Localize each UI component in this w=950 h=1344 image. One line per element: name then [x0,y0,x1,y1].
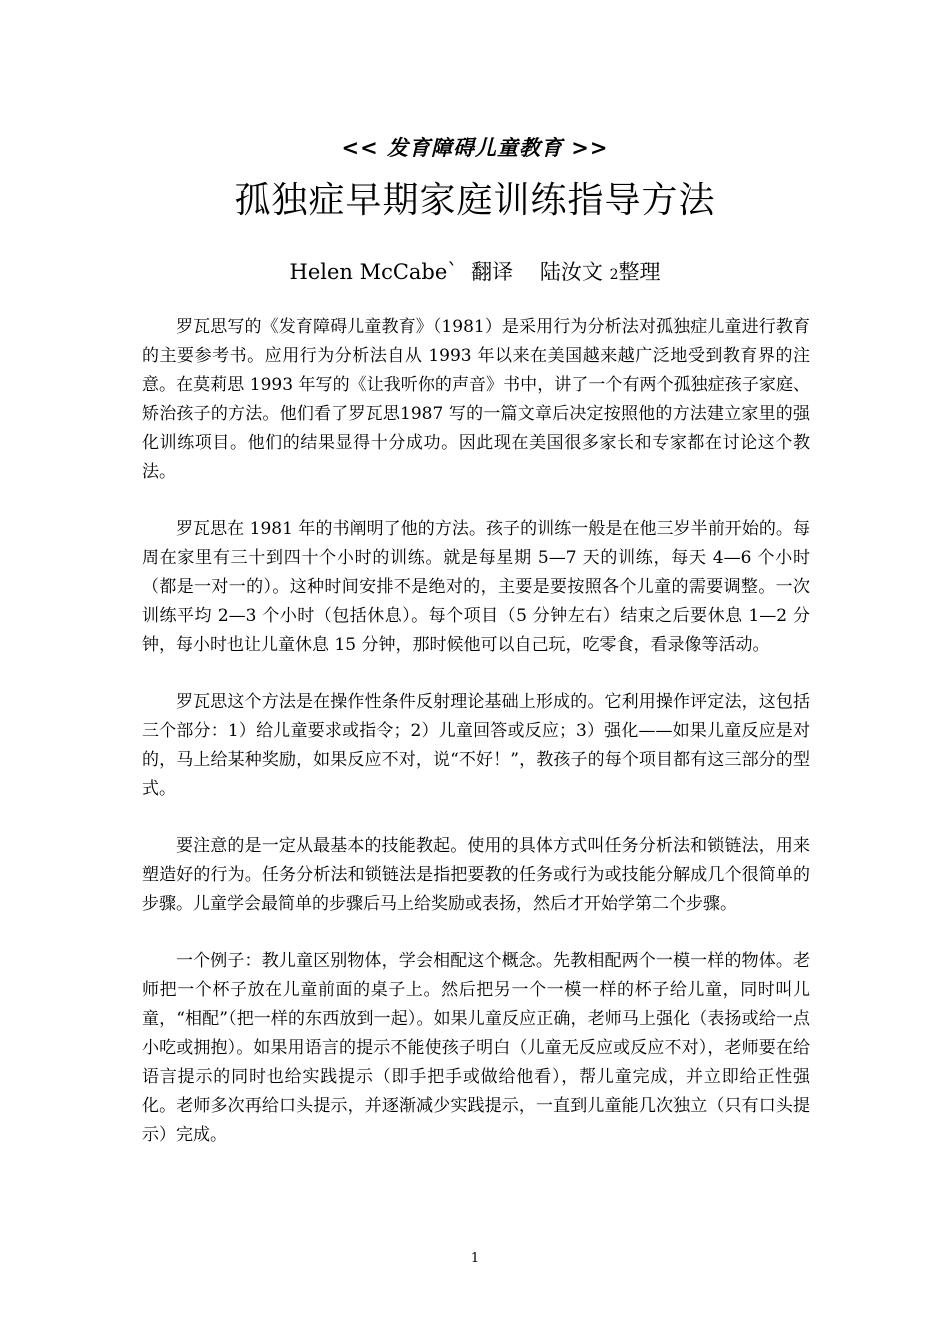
translator-name: Helen McCabe` [289,260,458,284]
body-text [142,313,810,1178]
editor-name: 陆汝文 [539,260,603,284]
paragraph-3: 罗瓦思这个方法是在操作性条件反射理论基础上形成的。它利用操作评定法，这包括三个部分：1）给儿童要求或指令；2）儿童回答或反应；3）强化——如果儿童反应是对的，马上给某种奖励，如果反应不对，说“不好！”，教孩子的每个项目都有这三部分的型式。 [142,692,810,799]
paragraph-1: 罗瓦思写的《发育障碍儿童教育》（1981）是采用行为分析法对孤独症儿童进行教育的主要参考书。应用行为分析法自从 1993 年以来在美国越来越广泛地受到教育界的注意。在莫莉思 1993 年写的《让我听你的声音》书中，讲了一个有两个孤独症孩子家庭、矫治孩子的方法。他们看了罗瓦思1987 写的一篇文章后决定按照他的方法建立家里的强化训练项目。他们的结果显得十分成功。因此现在美国很多家长和专家都在讨论这个教法。 [142,317,810,482]
document-title: 孤独症早期家庭训练指导方法 [234,180,716,221]
edit-label: 整理 [618,260,661,284]
translate-label: 翻译 [471,260,514,284]
editor-footnote-mark: 2 [609,267,619,283]
page-number: 1 [470,1251,480,1266]
paragraph-5: 一个例子：教儿童区别物体，学会相配这个概念。先教相配两个一模一样的物体。老师把一个杯子放在儿童前面的桌子上。然后把另一个一模一样的杯子给儿童，同时叫儿童，“相配”（把一样的东西放到一起）。如果儿童反应正确，老师马上强化（表扬或给一点小吃或拥抱）。如果用语言的提示不能使孩子明白（儿童无反应或反应不对），老师要在给语言提示的同时也给实践提示（即手把手或做给他看），帮儿童完成，并立即给正性强化。老师多次再给口头提示，并逐渐减少实践提示，一直到儿童能几次独立（只有口头提示）完成。 [142,951,810,1145]
series-title: << 发育障碍儿童教育 >> [341,135,609,160]
paragraph-2: 罗瓦思在 1981 年的书阐明了他的方法。孩子的训练一般是在他三岁半前开始的。每周在家里有三十到四十个小时的训练。就是每星期 5—7 天的训练，每天 4—6 个小时（都是一对一的）。这种时间安排不是绝对的，主要是要按照各个儿童的需要调整。一次训练平均 2—3 个小时（包括休息）。每个项目（5 分钟左右）结束之后要休息 1—2 分钟，每小时也让儿童休息 15 分钟，那时候他可以自己玩，吃零食，看录像等活动。 [142,519,810,655]
byline [0,257,950,290]
paragraph-4: 要注意的是一定从最基本的技能教起。使用的具体方式叫任务分析法和锁链法，用来塑造好的行为。任务分析法和锁链法是指把要教的任务或行为或技能分解成几个很简单的步骤。儿童学会最简单的步骤后马上给奖励或表扬，然后才开始学第二个步骤。 [142,836,810,914]
